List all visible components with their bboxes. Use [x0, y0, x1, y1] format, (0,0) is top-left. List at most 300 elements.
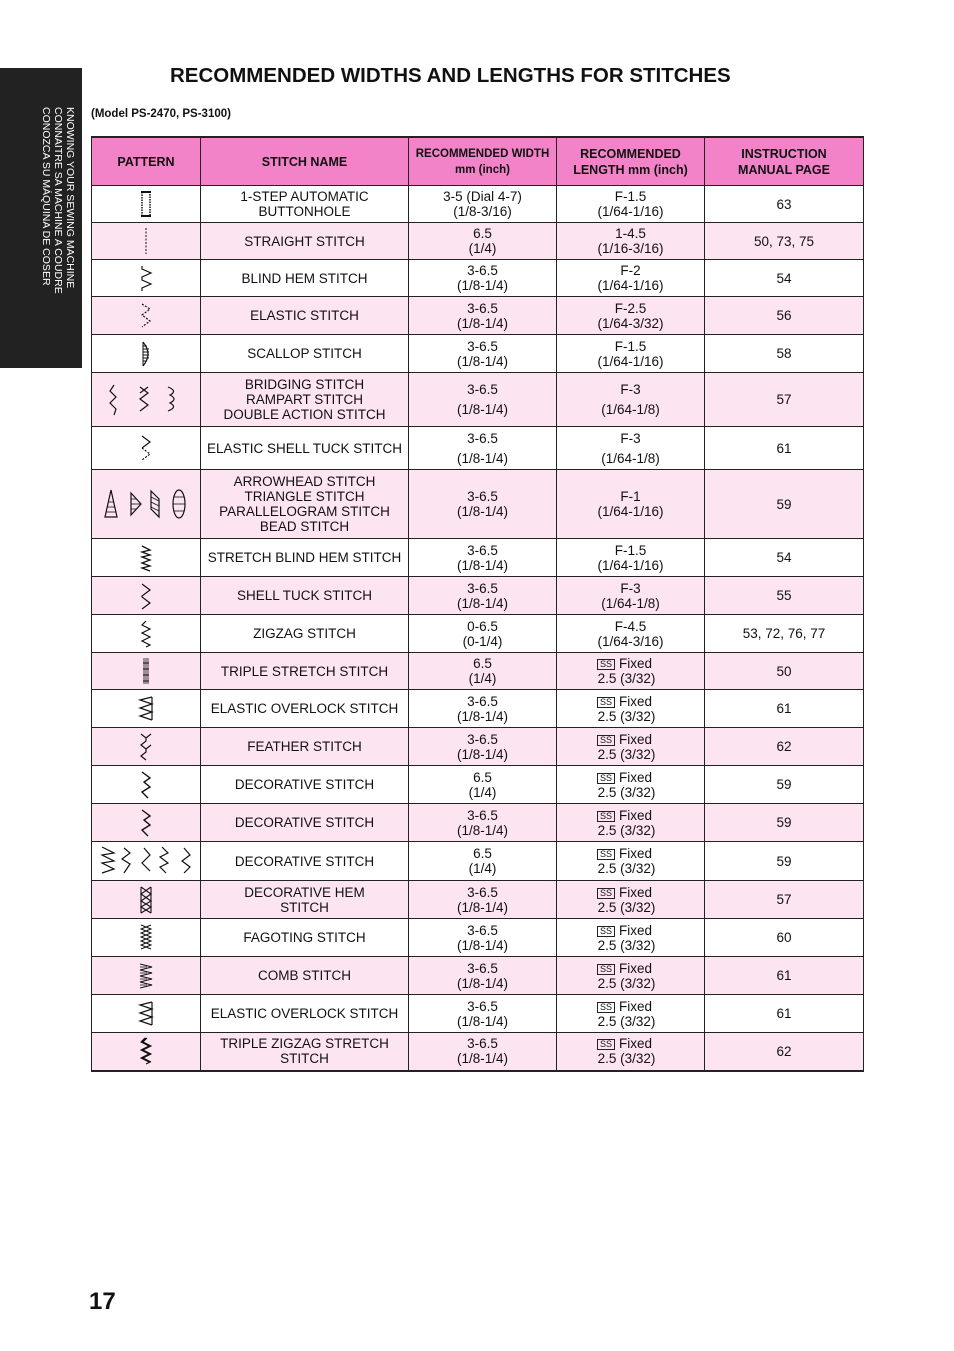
length-cell — [557, 186, 705, 223]
length-value: (1/64-1/16) — [597, 353, 664, 369]
fixed-label: Fixed — [619, 731, 653, 747]
width-cell — [409, 690, 557, 728]
fixed-label: Fixed — [619, 922, 653, 938]
manual-page-cell: 62 — [705, 1033, 864, 1071]
table-row — [92, 653, 864, 690]
manual-page-cell: 63 — [705, 186, 864, 223]
decorative-hem-icon — [94, 885, 198, 915]
length-value: (1/64-1/8) — [601, 402, 660, 417]
width-value: 3-6.5 — [467, 300, 498, 316]
length-value: (1/64-1/8) — [601, 595, 660, 611]
stitch-name-cell — [201, 186, 409, 223]
length-value — [559, 846, 702, 861]
stitch-name-line: ELASTIC SHELL TUCK STITCH — [206, 440, 403, 456]
pattern-cell — [92, 804, 201, 842]
stitch-name-line: ZIGZAG STITCH — [253, 626, 356, 641]
table-row — [92, 577, 864, 615]
length-value: 2.5 (3/32) — [597, 708, 656, 724]
width-cell — [409, 260, 557, 297]
header-width: RECOMMENDED WIDTH mm (inch) — [409, 137, 557, 186]
stitch-name-cell — [201, 1033, 409, 1071]
length-cell — [557, 615, 705, 653]
stitch-name-line: RAMPART STITCH — [245, 392, 363, 407]
table-row — [92, 766, 864, 804]
length-value: (1/64-1/16) — [597, 504, 664, 519]
length-value: 2.5 (3/32) — [597, 861, 656, 876]
length-value — [559, 1036, 702, 1051]
stitch-name-cell — [201, 539, 409, 577]
manual-page-cell: 56 — [705, 297, 864, 335]
fixed-label: Fixed — [619, 846, 653, 861]
stitch-name-cell — [201, 957, 409, 995]
length-cell — [557, 804, 705, 842]
manual-page-cell: 53, 72, 76, 77 — [705, 615, 864, 653]
width-value: (1/8-1/4) — [456, 1051, 509, 1067]
width-cell — [409, 957, 557, 995]
width-cell — [409, 577, 557, 615]
table-header-row — [92, 137, 864, 186]
table-row — [92, 373, 864, 427]
ss-badge: SS — [597, 773, 615, 784]
pattern-cell — [92, 427, 201, 470]
length-value — [559, 732, 702, 747]
pattern-cell — [92, 728, 201, 766]
width-cell — [409, 919, 557, 957]
width-value: (1/4) — [468, 784, 497, 800]
width-cell — [409, 373, 557, 427]
length-value: 2.5 (3/32) — [597, 746, 656, 762]
length-cell — [557, 427, 705, 470]
elastic-overlock-icon — [94, 1000, 198, 1028]
length-cell — [557, 690, 705, 728]
length-value — [559, 961, 702, 976]
stitch-name-line: DECORATIVE STITCH — [234, 815, 375, 830]
width-value: (1/8-1/4) — [456, 595, 509, 611]
header-stitch-name: STITCH NAME — [201, 137, 409, 186]
width-value: (1/8-1/4) — [456, 822, 509, 838]
arrowhead-triangle-parallelogram-bead-icon — [94, 487, 198, 521]
length-value: 2.5 (3/32) — [597, 671, 656, 686]
pattern-cell — [92, 186, 201, 223]
stitch-name-line: FAGOTING STITCH — [243, 930, 366, 945]
length-value — [559, 770, 702, 785]
stitch-name-cell — [201, 577, 409, 615]
width-cell — [409, 297, 557, 335]
table-row — [92, 335, 864, 373]
manual-page-cell: 61 — [705, 995, 864, 1033]
table-row — [92, 470, 864, 539]
table-row — [92, 260, 864, 297]
stitch-name-cell — [201, 297, 409, 335]
length-value: F-3 — [620, 430, 641, 446]
fixed-label: Fixed — [619, 769, 653, 785]
header-length: RECOMMENDED LENGTH mm (inch) — [557, 137, 705, 186]
page-title: RECOMMENDED WIDTHS AND LENGTHS FOR STITCHES — [170, 64, 731, 87]
ss-badge: SS — [597, 735, 615, 746]
width-value: (1/8-1/4) — [456, 402, 509, 417]
length-cell — [557, 577, 705, 615]
pattern-cell — [92, 1033, 201, 1071]
table-row — [92, 995, 864, 1033]
stitch-name-line: ELASTIC OVERLOCK STITCH — [210, 1006, 399, 1021]
stitch-name-line: ARROWHEAD STITCH — [233, 474, 376, 489]
decorative-stitches-icon — [94, 845, 198, 877]
pattern-cell — [92, 335, 201, 373]
table-row — [92, 1033, 864, 1071]
stitch-name-line: TRIPLE ZIGZAG STRETCH — [220, 1036, 389, 1052]
width-value: (1/8-1/4) — [456, 450, 509, 466]
manual-page-cell: 59 — [705, 470, 864, 539]
length-cell — [557, 373, 705, 427]
pattern-cell — [92, 653, 201, 690]
table-row — [92, 539, 864, 577]
stitch-name-line: SCALLOP STITCH — [247, 346, 362, 361]
width-value: (1/8-1/4) — [456, 353, 509, 369]
manual-page-cell: 59 — [705, 842, 864, 881]
width-value: 3-6.5 — [467, 731, 498, 747]
width-value: 0-6.5 — [467, 618, 498, 634]
manual-page-cell: 59 — [705, 766, 864, 804]
table-row — [92, 804, 864, 842]
pattern-cell — [92, 470, 201, 539]
stitch-name-cell — [201, 615, 409, 653]
stitch-name-line: SHELL TUCK STITCH — [236, 588, 373, 603]
stitch-name-cell — [201, 881, 409, 919]
width-value: 3-6.5 — [467, 382, 498, 397]
width-value: 3-5 (Dial 4-7) — [443, 189, 522, 204]
manual-page-cell: 57 — [705, 373, 864, 427]
triple-stretch-icon — [94, 657, 198, 685]
elastic-shell-tuck-icon — [94, 434, 198, 462]
length-value: F-2.5 — [614, 300, 647, 316]
width-value: (1/8-1/4) — [456, 708, 509, 724]
length-cell — [557, 995, 705, 1033]
stitch-name-line: STITCH — [280, 899, 329, 915]
stitch-name-cell — [201, 427, 409, 470]
length-value: F-3 — [620, 580, 641, 596]
pattern-cell — [92, 881, 201, 919]
table-row — [92, 919, 864, 957]
stretch-blind-hem-icon — [94, 544, 198, 572]
manual-page-cell: 54 — [705, 539, 864, 577]
length-value: F-1.5 — [614, 542, 647, 558]
stitch-name-cell — [201, 690, 409, 728]
width-value: (1/8-1/4) — [456, 278, 509, 293]
section-label-en: KNOWING YOUR SEWING MACHINE — [64, 107, 76, 289]
width-cell — [409, 804, 557, 842]
shell-tuck-icon — [94, 582, 198, 610]
stitch-name-cell — [201, 919, 409, 957]
width-cell — [409, 615, 557, 653]
length-value: 2.5 (3/32) — [597, 822, 656, 838]
length-value — [559, 923, 702, 938]
manual-page-cell: 62 — [705, 728, 864, 766]
length-value: 2.5 (3/32) — [597, 1013, 656, 1029]
width-cell — [409, 335, 557, 373]
length-value: (1/64-1/16) — [597, 204, 664, 219]
width-cell — [409, 766, 557, 804]
pattern-cell — [92, 690, 201, 728]
pattern-cell — [92, 577, 201, 615]
pattern-cell — [92, 766, 201, 804]
stitch-name-line: STITCH — [280, 1051, 329, 1067]
width-value: 3-6.5 — [467, 1036, 498, 1052]
stitch-name-cell — [201, 728, 409, 766]
stitch-name-line: TRIPLE STRETCH STITCH — [220, 663, 389, 679]
width-cell — [409, 728, 557, 766]
table-row — [92, 690, 864, 728]
length-cell — [557, 223, 705, 260]
stitch-name-cell — [201, 653, 409, 690]
length-cell — [557, 957, 705, 995]
header-pattern: PATTERN — [92, 137, 201, 186]
width-cell — [409, 1033, 557, 1071]
section-tab-label — [36, 107, 76, 367]
width-value: (1/4) — [468, 671, 497, 686]
width-value: 3-6.5 — [467, 960, 498, 976]
bridging-rampart-double-action-icon — [94, 383, 198, 417]
length-cell — [557, 297, 705, 335]
length-value — [559, 656, 702, 671]
pattern-cell — [92, 957, 201, 995]
width-cell — [409, 995, 557, 1033]
length-cell — [557, 653, 705, 690]
length-value: 2.5 (3/32) — [597, 784, 656, 800]
length-cell — [557, 766, 705, 804]
comb-icon — [94, 962, 198, 990]
stitch-name-cell — [201, 842, 409, 881]
stitch-name-line: BLIND HEM STITCH — [241, 270, 368, 286]
elastic-stitch-icon — [94, 302, 198, 330]
ss-badge: SS — [597, 1039, 615, 1050]
length-value: (1/64-3/16) — [597, 633, 664, 649]
length-cell — [557, 881, 705, 919]
manual-page-cell: 54 — [705, 260, 864, 297]
stitch-name-line: COMB STITCH — [258, 968, 351, 983]
ss-badge: SS — [597, 659, 615, 670]
ss-badge: SS — [597, 926, 615, 937]
length-cell — [557, 335, 705, 373]
width-value: 3-6.5 — [467, 693, 498, 709]
length-value: (1/16-3/16) — [597, 241, 664, 256]
decorative-stitch-icon — [94, 808, 198, 838]
length-cell — [557, 260, 705, 297]
section-label-es: CONOZCA SU MÁQUINA DE COSER — [40, 107, 52, 286]
length-value: F-1.5 — [614, 189, 647, 204]
width-value: 6.5 — [473, 769, 492, 785]
length-value: F-4.5 — [614, 618, 647, 634]
stitch-name-line: ELASTIC OVERLOCK STITCH — [210, 701, 399, 716]
width-value: (1/8-1/4) — [456, 504, 509, 519]
stitch-name-line: TRIANGLE STITCH — [244, 489, 365, 504]
stitch-name-line: BUTTONHOLE — [258, 204, 351, 219]
length-value: (1/64-1/16) — [597, 278, 664, 293]
width-value: 3-6.5 — [467, 338, 498, 354]
width-value: 3-6.5 — [467, 542, 498, 558]
width-value: (1/8-1/4) — [456, 746, 509, 762]
width-value: 3-6.5 — [467, 489, 498, 504]
model-note: (Model PS-2470, PS-3100) — [91, 108, 231, 120]
pattern-cell — [92, 919, 201, 957]
length-cell — [557, 842, 705, 881]
width-value: 3-6.5 — [467, 998, 498, 1014]
stitch-name-line: PARALLELOGRAM STITCH — [219, 504, 390, 519]
ss-badge: SS — [597, 811, 615, 822]
width-value: (1/8-1/4) — [456, 557, 509, 573]
width-value: 6.5 — [473, 656, 492, 671]
buttonhole-icon — [94, 190, 198, 218]
length-cell — [557, 728, 705, 766]
fixed-label: Fixed — [619, 998, 653, 1014]
width-value: (1/8-1/4) — [456, 975, 509, 991]
stitch-name-cell — [201, 995, 409, 1033]
width-value: 6.5 — [473, 226, 492, 241]
length-value: F-3 — [620, 382, 641, 397]
width-value: (1/8-1/4) — [456, 937, 509, 953]
stitch-name-line: DECORATIVE STITCH — [234, 777, 375, 792]
table-row — [92, 427, 864, 470]
table-row — [92, 842, 864, 881]
width-value: (1/8-1/4) — [456, 899, 509, 915]
width-value: (1/4) — [468, 241, 497, 256]
stitch-name-cell — [201, 766, 409, 804]
stitch-name-line: DECORATIVE HEM — [244, 884, 365, 900]
stitch-name-cell — [201, 223, 409, 260]
manual-page-cell: 50 — [705, 653, 864, 690]
width-value: (1/4) — [468, 861, 497, 876]
length-value: F-2 — [620, 263, 641, 278]
page-number: 17 — [89, 1288, 116, 1315]
manual-page-cell: 58 — [705, 335, 864, 373]
pattern-cell — [92, 260, 201, 297]
ss-badge: SS — [597, 697, 615, 708]
length-cell — [557, 470, 705, 539]
pattern-cell — [92, 539, 201, 577]
feather-icon — [94, 732, 198, 762]
section-label-fr: CONNAITRE SA MACHINE A COUDRE — [52, 107, 64, 294]
stitch-name-cell — [201, 470, 409, 539]
length-value: F-1.5 — [614, 338, 647, 354]
table-row — [92, 957, 864, 995]
stitch-name-line: ELASTIC STITCH — [250, 308, 359, 323]
fagoting-icon — [94, 923, 198, 953]
width-value: (1/8-3/16) — [453, 204, 512, 219]
table-row — [92, 223, 864, 260]
pattern-cell — [92, 297, 201, 335]
header-manual-page: INSTRUCTION MANUAL PAGE — [705, 137, 864, 186]
table-row — [92, 615, 864, 653]
ss-badge: SS — [597, 964, 615, 975]
fixed-label: Fixed — [619, 960, 653, 976]
width-value: 3-6.5 — [467, 884, 498, 900]
width-value: 3-6.5 — [467, 580, 498, 596]
length-value: F-1 — [620, 489, 641, 504]
triple-zigzag-stretch-icon — [94, 1036, 198, 1066]
ss-badge: SS — [597, 1002, 615, 1013]
width-value: 6.5 — [473, 846, 492, 861]
width-value: (1/8-1/4) — [456, 315, 509, 331]
length-value: 2.5 (3/32) — [597, 975, 656, 991]
pattern-cell — [92, 842, 201, 881]
width-value: (1/8-1/4) — [456, 1013, 509, 1029]
width-value: (0-1/4) — [462, 633, 503, 649]
fixed-label: Fixed — [619, 807, 653, 823]
fixed-label: Fixed — [619, 884, 653, 900]
pattern-cell — [92, 223, 201, 260]
width-cell — [409, 881, 557, 919]
manual-page-cell: 57 — [705, 881, 864, 919]
stitch-name-line: 1-STEP AUTOMATIC — [240, 189, 369, 204]
stitch-name-cell — [201, 804, 409, 842]
scallop-icon — [94, 340, 198, 368]
stitch-name-cell — [201, 335, 409, 373]
width-value: 3-6.5 — [467, 430, 498, 446]
manual-page-cell: 59 — [705, 804, 864, 842]
decorative-stitch-icon — [94, 770, 198, 800]
manual-page-cell: 55 — [705, 577, 864, 615]
fixed-label: Fixed — [619, 1036, 653, 1052]
stitch-name-line: DOUBLE ACTION STITCH — [223, 407, 386, 422]
width-value: 3-6.5 — [467, 922, 498, 938]
blind-hem-icon — [94, 264, 198, 292]
length-value: 2.5 (3/32) — [597, 1051, 656, 1067]
fixed-label: Fixed — [619, 693, 653, 709]
manual-page-cell: 50, 73, 75 — [705, 223, 864, 260]
stitch-name-cell — [201, 260, 409, 297]
width-value: 3-6.5 — [467, 807, 498, 823]
length-value: 2.5 (3/32) — [597, 899, 656, 915]
width-value: 3-6.5 — [467, 263, 498, 278]
pattern-cell — [92, 615, 201, 653]
straight-stitch-icon — [94, 227, 198, 255]
table-row — [92, 297, 864, 335]
stitch-table — [91, 136, 864, 1072]
stitch-name-line: STRETCH BLIND HEM STITCH — [207, 550, 402, 565]
stitch-name-line: STRAIGHT STITCH — [244, 233, 365, 249]
stitch-name-cell — [201, 373, 409, 427]
width-cell — [409, 653, 557, 690]
width-cell — [409, 539, 557, 577]
manual-page-cell: 61 — [705, 690, 864, 728]
length-value: (1/64-1/8) — [601, 450, 660, 466]
stitch-name-line: BRIDGING STITCH — [244, 377, 365, 392]
length-value: (1/64-1/16) — [597, 557, 664, 573]
length-cell — [557, 1033, 705, 1071]
length-cell — [557, 919, 705, 957]
width-cell — [409, 186, 557, 223]
manual-page-cell: 61 — [705, 957, 864, 995]
stitch-name-line: BEAD STITCH — [259, 519, 350, 534]
width-cell — [409, 223, 557, 260]
ss-badge: SS — [597, 849, 615, 860]
width-cell — [409, 427, 557, 470]
elastic-overlock-icon — [94, 695, 198, 723]
length-cell — [557, 539, 705, 577]
length-value — [559, 999, 702, 1014]
pattern-cell — [92, 995, 201, 1033]
length-value: 1-4.5 — [615, 226, 646, 241]
table-row — [92, 728, 864, 766]
manual-page-cell: 61 — [705, 427, 864, 470]
fixed-label: Fixed — [619, 656, 653, 671]
stitch-name-line: FEATHER STITCH — [247, 739, 362, 754]
ss-badge: SS — [597, 888, 615, 899]
width-cell — [409, 842, 557, 881]
stitch-name-line: DECORATIVE STITCH — [234, 853, 375, 869]
table-row — [92, 881, 864, 919]
length-value — [559, 808, 702, 823]
manual-page-cell: 60 — [705, 919, 864, 957]
